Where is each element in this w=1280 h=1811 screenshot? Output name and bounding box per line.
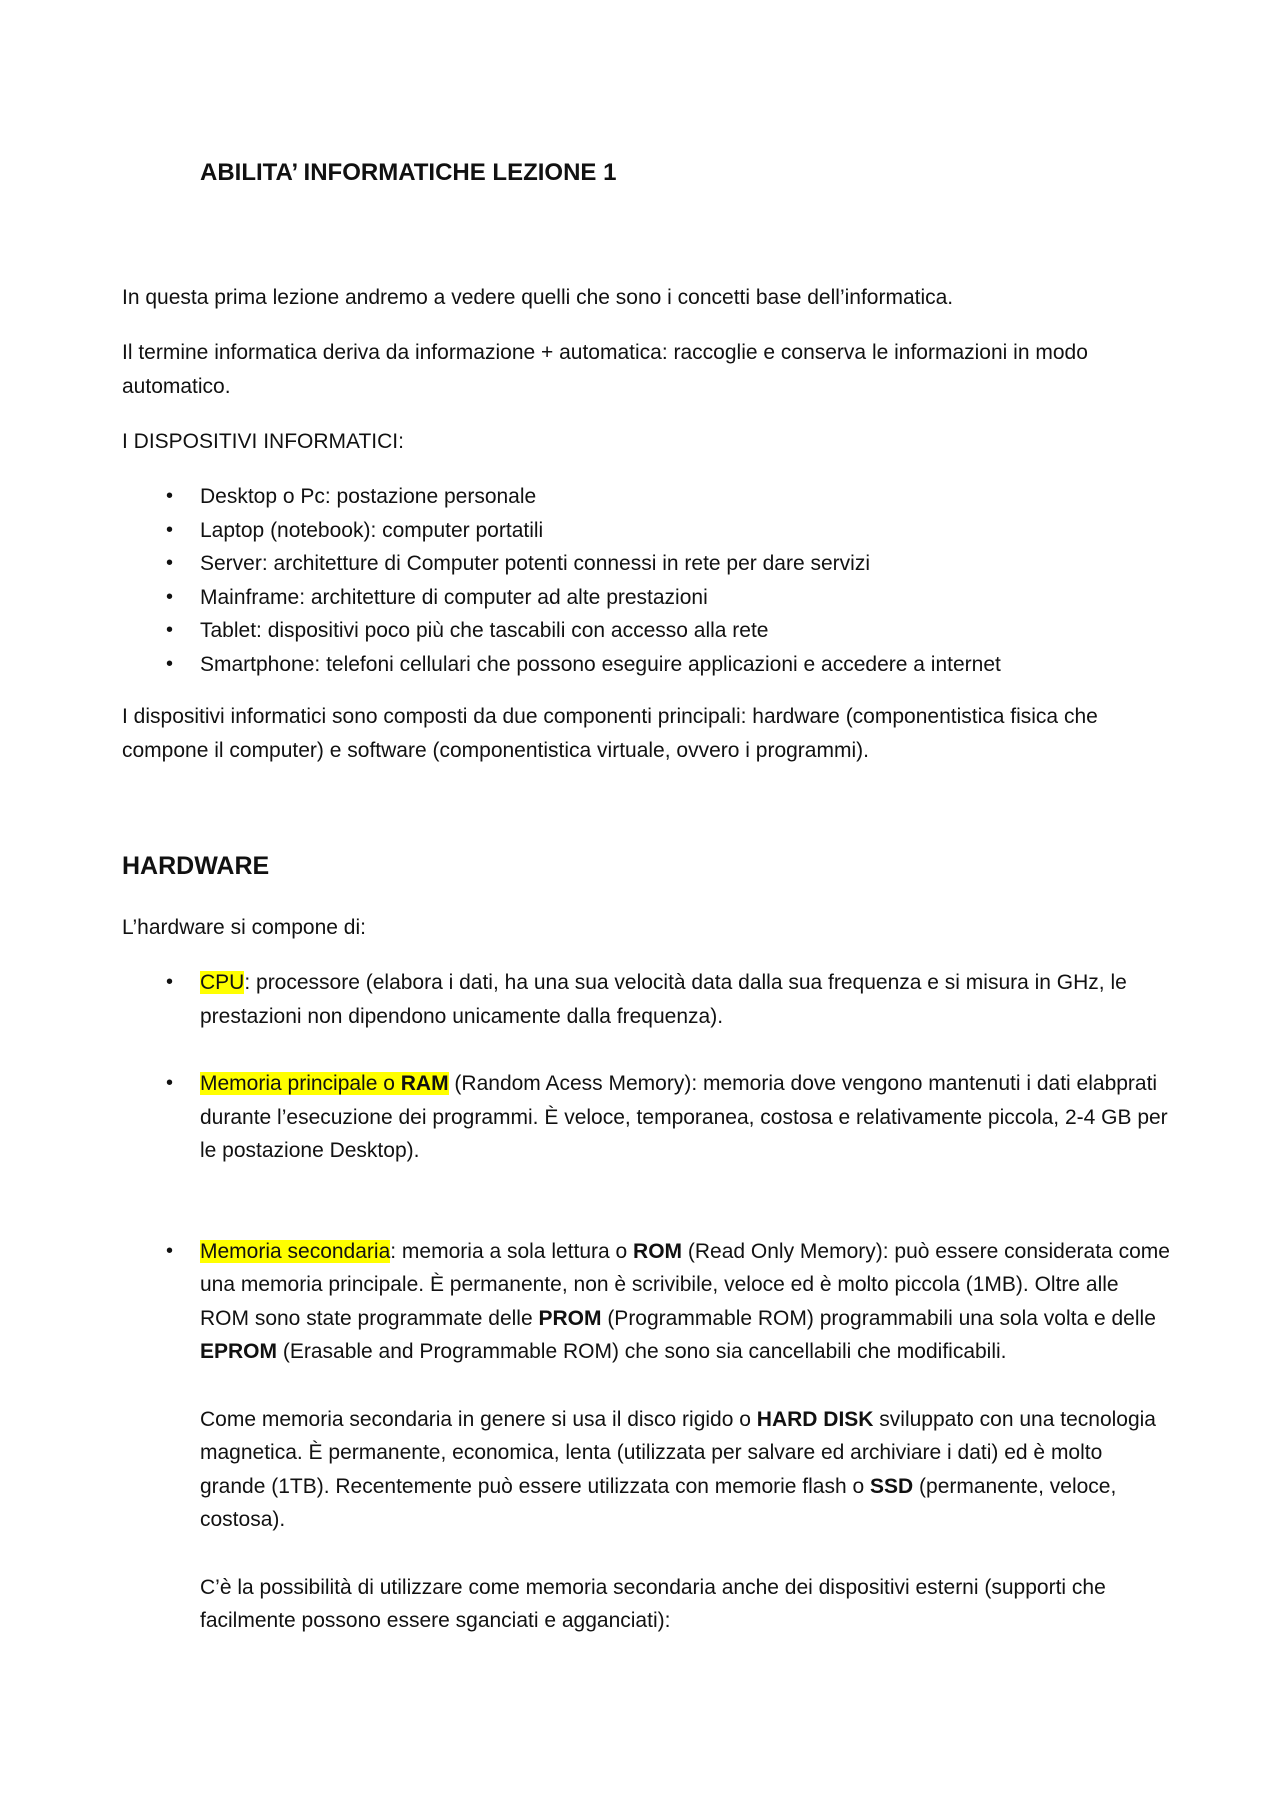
list-item-secondary xyxy=(122,1235,1170,1638)
device-smartphone: Smartphone: telefoni cellulari che possono eseguire applicazioni e accedere a internet xyxy=(200,652,1001,676)
devices-heading: I DISPOSITIVI INFORMATICI: xyxy=(122,430,404,453)
bullet-icon: • xyxy=(166,585,174,608)
devices-list xyxy=(122,480,1162,681)
intro-paragraph: In questa prima lezione andremo a vedere quelli che sono i concetti base dell’informatica. xyxy=(122,286,954,309)
cpu-label: CPU xyxy=(200,971,245,994)
list-item xyxy=(122,514,1162,548)
ram-label-prefix: Memoria principale o xyxy=(200,1072,401,1095)
bullet-icon: • xyxy=(166,971,174,993)
secondary-paragraph-2 xyxy=(200,1403,1170,1537)
list-item xyxy=(122,480,1162,514)
secondary-text: (permanente, veloce, costosa). xyxy=(200,1474,1117,1531)
device-laptop: Laptop (notebook): computer portatili xyxy=(200,518,544,542)
definition-paragraph: Il termine informatica deriva da informazione + automatica: raccoglie e conserva le informazioni in modo automatico. xyxy=(122,341,1088,398)
device-mainframe: Mainframe: architetture di computer ad alte prestazioni xyxy=(200,585,708,609)
bullet-icon: • xyxy=(166,1239,174,1262)
bullet-icon: • xyxy=(166,518,174,541)
ram-label xyxy=(200,1072,449,1095)
device-tablet: Tablet: dispositivi poco più che tascabili con accesso alla rete xyxy=(200,619,769,642)
secondary-text: (Programmable ROM) programmabili una sola volta e delle xyxy=(601,1306,1156,1330)
ram-description: (Random Acess Memory): memoria dove vengono mantenuti i dati elabprati durante l’esecuzione dei programmi. È veloce, temporanea, costosa e relativamente piccola, 2-4 GB per le postazione Desktop). xyxy=(200,1072,1168,1162)
list-item xyxy=(122,581,1162,615)
bullet-icon: • xyxy=(166,552,174,574)
hardware-intro: L’hardware si compone di: xyxy=(122,916,366,939)
device-server: Server: architetture di Computer potenti connessi in rete per dare servizi xyxy=(200,552,870,575)
secondary-text: Come memoria secondaria in genere si usa il disco rigido o xyxy=(200,1407,757,1431)
hardware-heading: HARDWARE xyxy=(122,852,270,880)
secondary-text: (Erasable and Programmable ROM) che sono sia cancellabili che modificabili. xyxy=(277,1340,1007,1363)
bullet-icon: • xyxy=(166,1072,174,1094)
rom-term: ROM xyxy=(633,1239,683,1263)
list-item-ram xyxy=(122,1067,1170,1168)
cpu-description: : processore (elabora i dati, ha una sua velocità data dalla sua frequenza e si misura in GHz, le prestazioni non dipendono unicamente dalla frequenza). xyxy=(200,971,1127,1028)
list-item xyxy=(122,547,1162,581)
secondary-label: Memoria secondaria xyxy=(200,1239,391,1263)
secondary-paragraph-1 xyxy=(200,1235,1170,1369)
prom-term: PROM xyxy=(538,1306,602,1330)
document-title: ABILITA’ INFORMATICHE LEZIONE 1 xyxy=(200,159,617,186)
hardware-list xyxy=(122,966,1172,1638)
list-item-cpu xyxy=(122,966,1170,1033)
secondary-text: (Read Only Memory): può essere considerata come una memoria principale. È permanente, non è scrivibile, veloce ed è molto piccola (1MB). Oltre alle ROM sono state programmate delle xyxy=(200,1239,1170,1330)
eprom-term: EPROM xyxy=(200,1340,278,1363)
secondary-text: : memoria a sola lettura o xyxy=(390,1239,634,1263)
secondary-paragraph-3: C’è la possibilità di utilizzare come memoria secondaria anche dei dispositivi esterni (supporti che facilmente possono essere sganciati e agganciati): xyxy=(200,1575,1106,1632)
list-item xyxy=(122,648,1162,682)
components-paragraph: I dispositivi informatici sono composti da due componenti principali: hardware (componentistica fisica che compone il computer) e software (componentistica virtuale, ovvero i programmi). xyxy=(122,705,1098,762)
hard-disk-term: HARD DISK xyxy=(756,1407,874,1431)
device-desktop: Desktop o Pc: postazione personale xyxy=(200,485,537,508)
ram-label-bold: RAM xyxy=(400,1072,449,1095)
list-item xyxy=(122,614,1162,648)
ssd-term: SSD xyxy=(870,1474,914,1498)
bullet-icon: • xyxy=(166,652,174,675)
bullet-icon: • xyxy=(166,619,174,641)
secondary-text: sviluppato con una tecnologia magnetica. È permanente, economica, lenta (utilizzata per salvare ed archiviare i dati) ed è molto grande (1TB). Recentemente può essere utilizzata con memorie flash o xyxy=(200,1407,1156,1498)
bullet-icon: • xyxy=(166,485,174,507)
